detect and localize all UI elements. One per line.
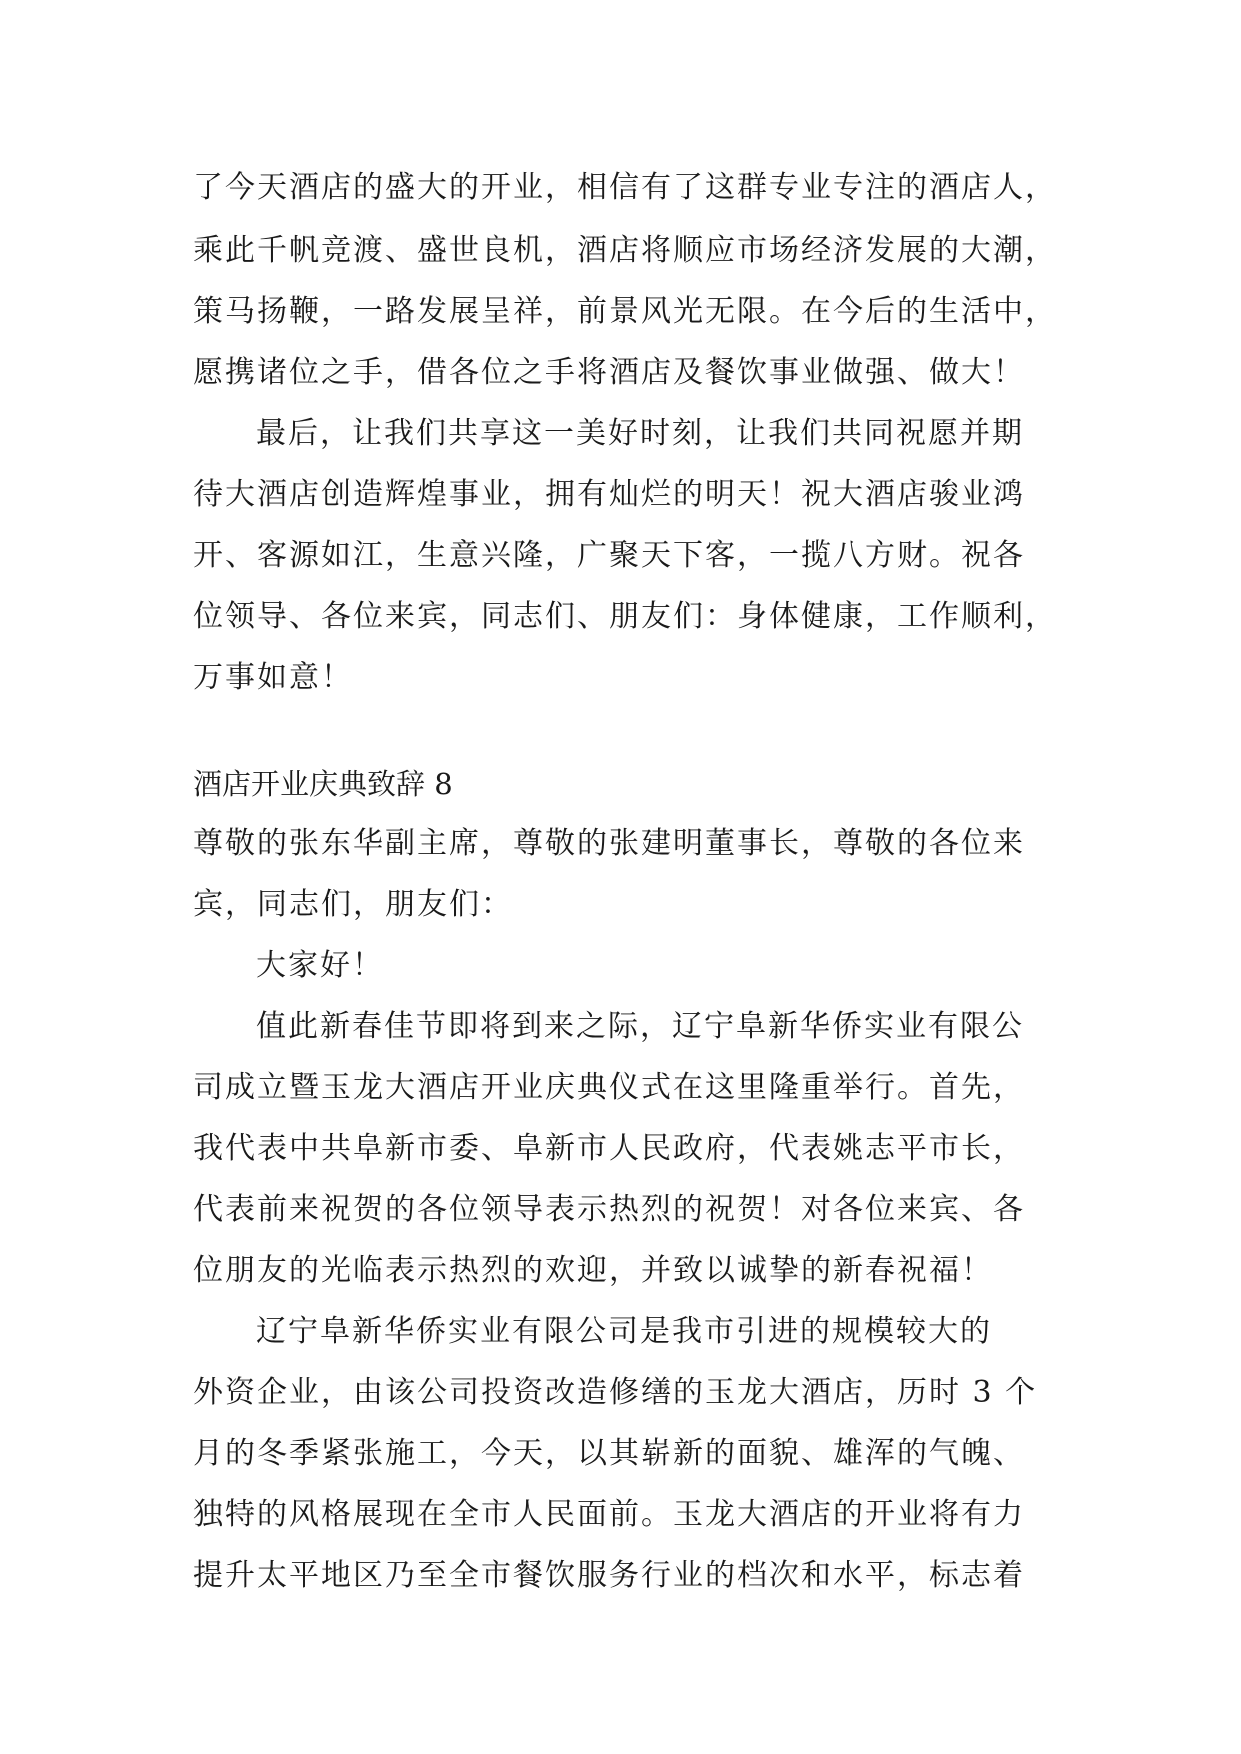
text-line: 愿携诸位之手，借各位之手将酒店及餐饮事业做强、做大！ — [193, 355, 1025, 390]
text-line: 代表前来祝贺的各位领导表示热烈的祝贺！对各位来宾、各 — [193, 1192, 1025, 1227]
text-line: 位朋友的光临表示热烈的欢迎，并致以诚挚的新春祝福！ — [193, 1253, 993, 1288]
text-line: 司成立暨玉龙大酒店开业庆典仪式在这里隆重举行。首先， — [193, 1070, 1025, 1105]
text-line: 提升太平地区乃至全市餐饮服务行业的档次和水平，标志着 — [193, 1558, 1025, 1593]
text-line: 最后，让我们共享这一美好时刻，让我们共同祝愿并期 — [256, 416, 1024, 451]
text-line: 策马扬鞭，一路发展呈祥，前景风光无限。在今后的生活中， — [193, 294, 1057, 329]
text-line: 值此新春佳节即将到来之际，辽宁阜新华侨实业有限公 — [256, 1009, 1024, 1044]
text-line: 待大酒店创造辉煌事业，拥有灿烂的明天！祝大酒店骏业鸿 — [193, 477, 1025, 512]
text-line: 我代表中共阜新市委、阜新市人民政府，代表姚志平市长， — [193, 1131, 1025, 1166]
text-line: 了今天酒店的盛大的开业，相信有了这群专业专注的酒店人， — [193, 170, 1057, 205]
text-line: 万事如意！ — [193, 660, 353, 695]
text-line: 外资企业，由该公司投资改造修缮的玉龙大酒店，历时 3 个 — [193, 1375, 1038, 1410]
salutation-line: 宾，同志们，朋友们： — [193, 887, 513, 922]
text-line: 乘此千帆竞渡、盛世良机，酒店将顺应市场经济发展的大潮， — [193, 233, 1057, 268]
salutation-line: 尊敬的张东华副主席，尊敬的张建明董事长，尊敬的各位来 — [193, 826, 1025, 861]
text-line: 独特的风格展现在全市人民面前。玉龙大酒店的开业将有力 — [193, 1497, 1025, 1532]
text-line: 月的冬季紧张施工，今天，以其崭新的面貌、雄浑的气魄、 — [193, 1436, 1025, 1471]
text-line: 位领导、各位来宾，同志们、朋友们：身体健康，工作顺利， — [193, 599, 1057, 634]
greeting-line: 大家好！ — [256, 948, 384, 983]
text-line: 辽宁阜新华侨实业有限公司是我市引进的规模较大的 — [256, 1314, 992, 1349]
text-line: 开、客源如江，生意兴隆，广聚天下客，一揽八方财。祝各 — [193, 538, 1025, 573]
section-heading: 酒店开业庆典致辞 8 — [193, 767, 453, 801]
